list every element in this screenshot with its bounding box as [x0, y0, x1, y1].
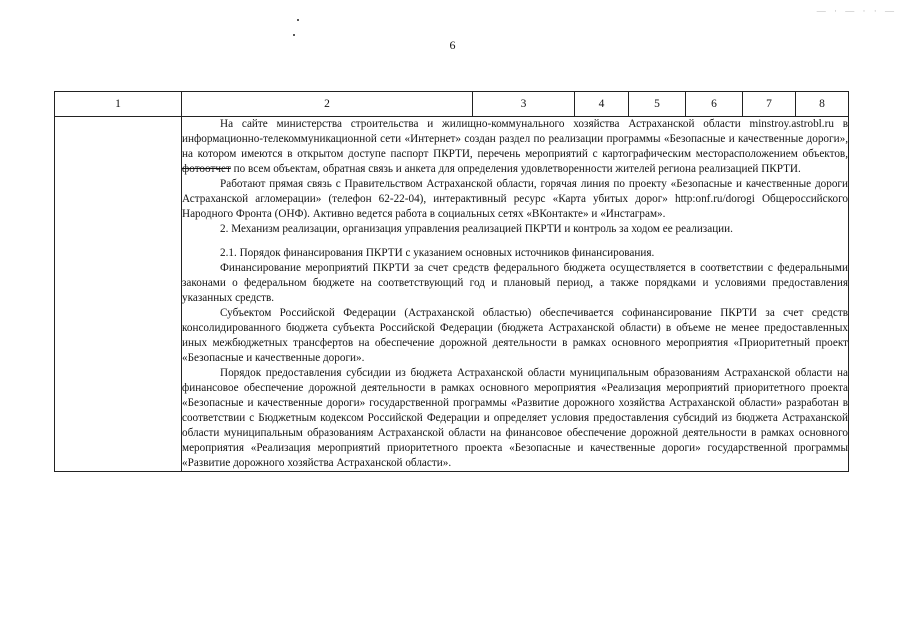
struck-word: фотоотчет: [182, 163, 231, 175]
paragraph-feedback: Работают прямая связь с Правительством Астраханской области, горячая линия по проекту «Безопасные и качественные дороги Астраханской агломерации» (телефон 62-22-04), интерактивный ресурс «Карта убитых дорог» http:onf.ru/dorogi Общероссийского Народного Фронта (ОНФ). Активно ведется работа в социальных сетях «ВКонтакте» и «Инстаграм».: [182, 178, 848, 220]
document-table: [54, 91, 849, 472]
scan-artifact: — · — · · —: [816, 6, 897, 16]
empty-cell: [55, 117, 182, 472]
page-number: 6: [449, 38, 456, 52]
paragraph-website: [182, 117, 848, 177]
section-heading-2: 2. Механизм реализации, организация управления реализацией ПКРТИ и контроль за ходом ее реализации.: [220, 223, 733, 235]
paragraph-federal-financing: Финансирование мероприятий ПКРТИ за счет средств федерального бюджета осуществляется в соответствии с федеральными законами о федеральном бюджете на соответствующий год и плановый период, а также порядками и условиями предоставления указанных средств.: [182, 262, 848, 304]
section-heading-2-1: 2.1. Порядок финансирования ПКРТИ с указанием основных источников финансирования.: [220, 247, 655, 259]
paragraph-website-text-end: по всем объектам, обратная связь и анкета для определения удовлетворенности жителей региона реализацией ПКРТИ.: [230, 163, 801, 175]
scan-speck: [297, 19, 299, 21]
column-header: 3: [473, 92, 575, 117]
paragraph-cofinancing: Субъектом Российской Федерации (Астраханской областью) обеспечивается софинансирование ПКРТИ за счет средств консолидированного бюджета субъекта Российской Федерации (бюджета Астраханской области) в объеме не менее предоставленных иных межбюджетных трансфертов на обеспечение дорожной деятельности в рамках основного мероприятия «Приоритетный проект «Безопасные и качественные дороги».: [182, 307, 848, 364]
column-header: 5: [629, 92, 686, 117]
header-row: [55, 92, 849, 117]
column-header: 8: [796, 92, 849, 117]
scan-speck: [293, 34, 295, 36]
column-header: 2: [182, 92, 473, 117]
column-header: 7: [743, 92, 796, 117]
content-row: [55, 117, 849, 472]
paragraph-subsidy-procedure: Порядок предоставления субсидии из бюджета Астраханской области муниципальным образованиям Астраханской области на финансовое обеспечение дорожной деятельности в рамках основного мероприятия «Реализация мероприятий приоритетного проекта «Безопасные и качественные дороги» государственной программы «Развитие дорожного хозяйства Астраханской области» разработан в соответствии с Бюджетным кодексом Российской Федерации и определяет условия предоставления субсидий из бюджета Астраханской области муниципальным образованиям Астраханской области на финансовое обеспечение дорожной деятельности в рамках основного мероприятия «Реализация мероприятий приоритетного проекта «Безопасные и качественные дороги» государственной программы «Развитие дорожного хозяйства Астраханской области».: [182, 367, 848, 469]
column-header: 6: [686, 92, 743, 117]
column-header: 4: [575, 92, 629, 117]
column-header: 1: [55, 92, 182, 117]
content-cell: [182, 117, 849, 472]
paragraph-website-text: На сайте министерства строительства и жилищно-коммунального хозяйства Астраханской области minstroy.astrobl.ru в информационно-телекоммуникационной сети «Интернет» создан раздел по реализации программы «Безопасные и качественные дороги», на котором имеются в открытом доступе паспорт ПКРТИ, перечень мероприятий с картографическим месторасположением объектов,: [182, 118, 848, 160]
